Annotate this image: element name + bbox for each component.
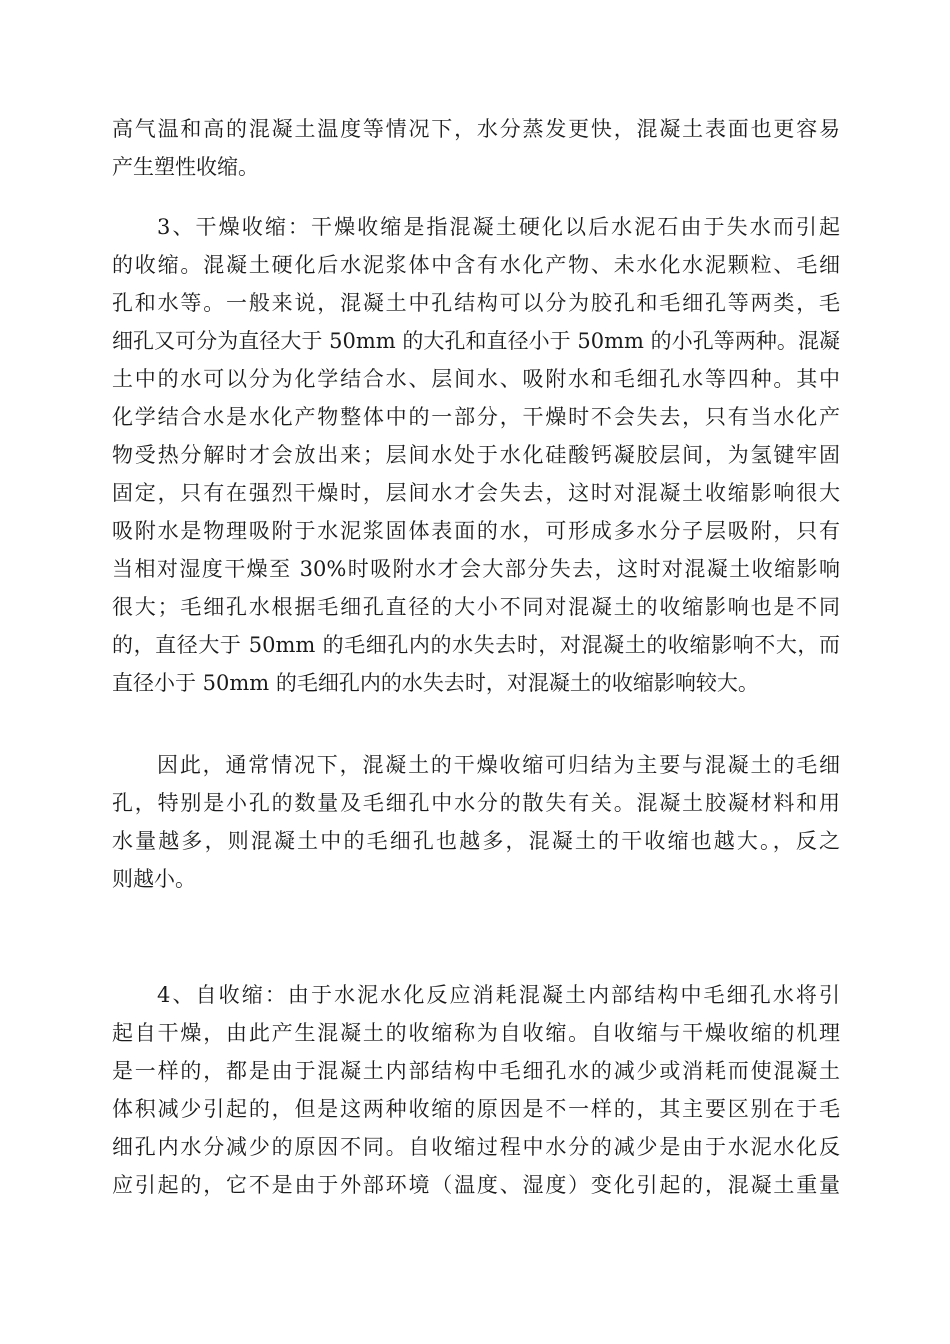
text-line: 的，直径大于 50mm 的毛细孔内的水失去时，对混凝土的收缩影响不大，而: [112, 633, 840, 657]
text-line: 孔，特别是小孔的数量及毛细孔中水分的散失有关。混凝土胶凝材料和用: [112, 791, 840, 815]
text-line: 直径小于 50mm 的毛细孔内的水失去时，对混凝土的收缩影响较大。: [112, 671, 759, 695]
paragraph-conclusion: [112, 746, 840, 898]
text-line: 产生塑性收缩。: [112, 155, 259, 179]
paragraph-autogenous-shrinkage: [112, 976, 840, 1204]
text-line: 当相对湿度干燥至 30%时吸附水才会大部分失去，这时对混凝土收缩影响: [112, 557, 840, 581]
paragraph-drying-shrinkage: [112, 208, 840, 702]
text-line: 孔和水等。一般来说，混凝土中孔结构可以分为胶孔和毛细孔等两类，毛: [112, 291, 840, 315]
text-line: 细孔内水分减少的原因不同。自收缩过程中水分的减少是由于水泥水化反: [112, 1135, 840, 1159]
text-line: 4、自收缩：由于水泥水化反应消耗混凝土内部结构中毛细孔水将引: [157, 983, 840, 1007]
text-line: 化学结合水是水化产物整体中的一部分，干燥时不会失去，只有当水化产: [112, 405, 840, 429]
text-line: 固定，只有在强烈干燥时，层间水才会失去，这时对混凝土收缩影响很大: [112, 481, 840, 505]
text-line: 吸附水是物理吸附于水泥浆固体表面的水，可形成多水分子层吸附，只有: [112, 519, 840, 543]
text-line: 水量越多，则混凝土中的毛细孔也越多，混凝土的干收缩也越大。，反之: [112, 829, 840, 853]
text-line: 很大；毛细孔水根据毛细孔直径的大小不同对混凝土的收缩影响也是不同: [112, 595, 840, 619]
text-line: 细孔又可分为直径大于 50mm 的大孔和直径小于 50mm 的小孔等两种。混凝: [112, 329, 840, 353]
text-line: 因此，通常情况下，混凝土的干燥收缩可归结为主要与混凝土的毛细: [157, 753, 840, 777]
text-line: 则越小。: [112, 867, 196, 891]
text-line: 高气温和高的混凝土温度等情况下，水分蒸发更快，混凝土表面也更容易: [112, 117, 840, 141]
text-line: 3、干燥收缩：干燥收缩是指混凝土硬化以后水泥石由于失水而引起: [157, 215, 840, 239]
text-line: 物受热分解时才会放出来；层间水处于水化硅酸钙凝胶层间，为氢键牢固: [112, 443, 840, 467]
text-line: 的收缩。混凝土硬化后水泥浆体中含有水化产物、未水化水泥颗粒、毛细: [112, 253, 840, 277]
text-line: 土中的水可以分为化学结合水、层间水、吸附水和毛细孔水等四种。其中: [112, 367, 840, 391]
text-line: 体积减少引起的，但是这两种收缩的原因是不一样的，其主要区别在于毛: [112, 1097, 840, 1121]
paragraph-plastic-shrinkage-end: [112, 110, 840, 186]
text-line: 起自干燥，由此产生混凝土的收缩称为自收缩。自收缩与干燥收缩的机理: [112, 1021, 840, 1045]
text-line: 应引起的，它不是由于外部环境（温度、湿度）变化引起的，混凝土重量: [112, 1173, 840, 1197]
text-line: 是一样的，都是由于混凝土内部结构中毛细孔水的减少或消耗而使混凝土: [112, 1059, 840, 1083]
